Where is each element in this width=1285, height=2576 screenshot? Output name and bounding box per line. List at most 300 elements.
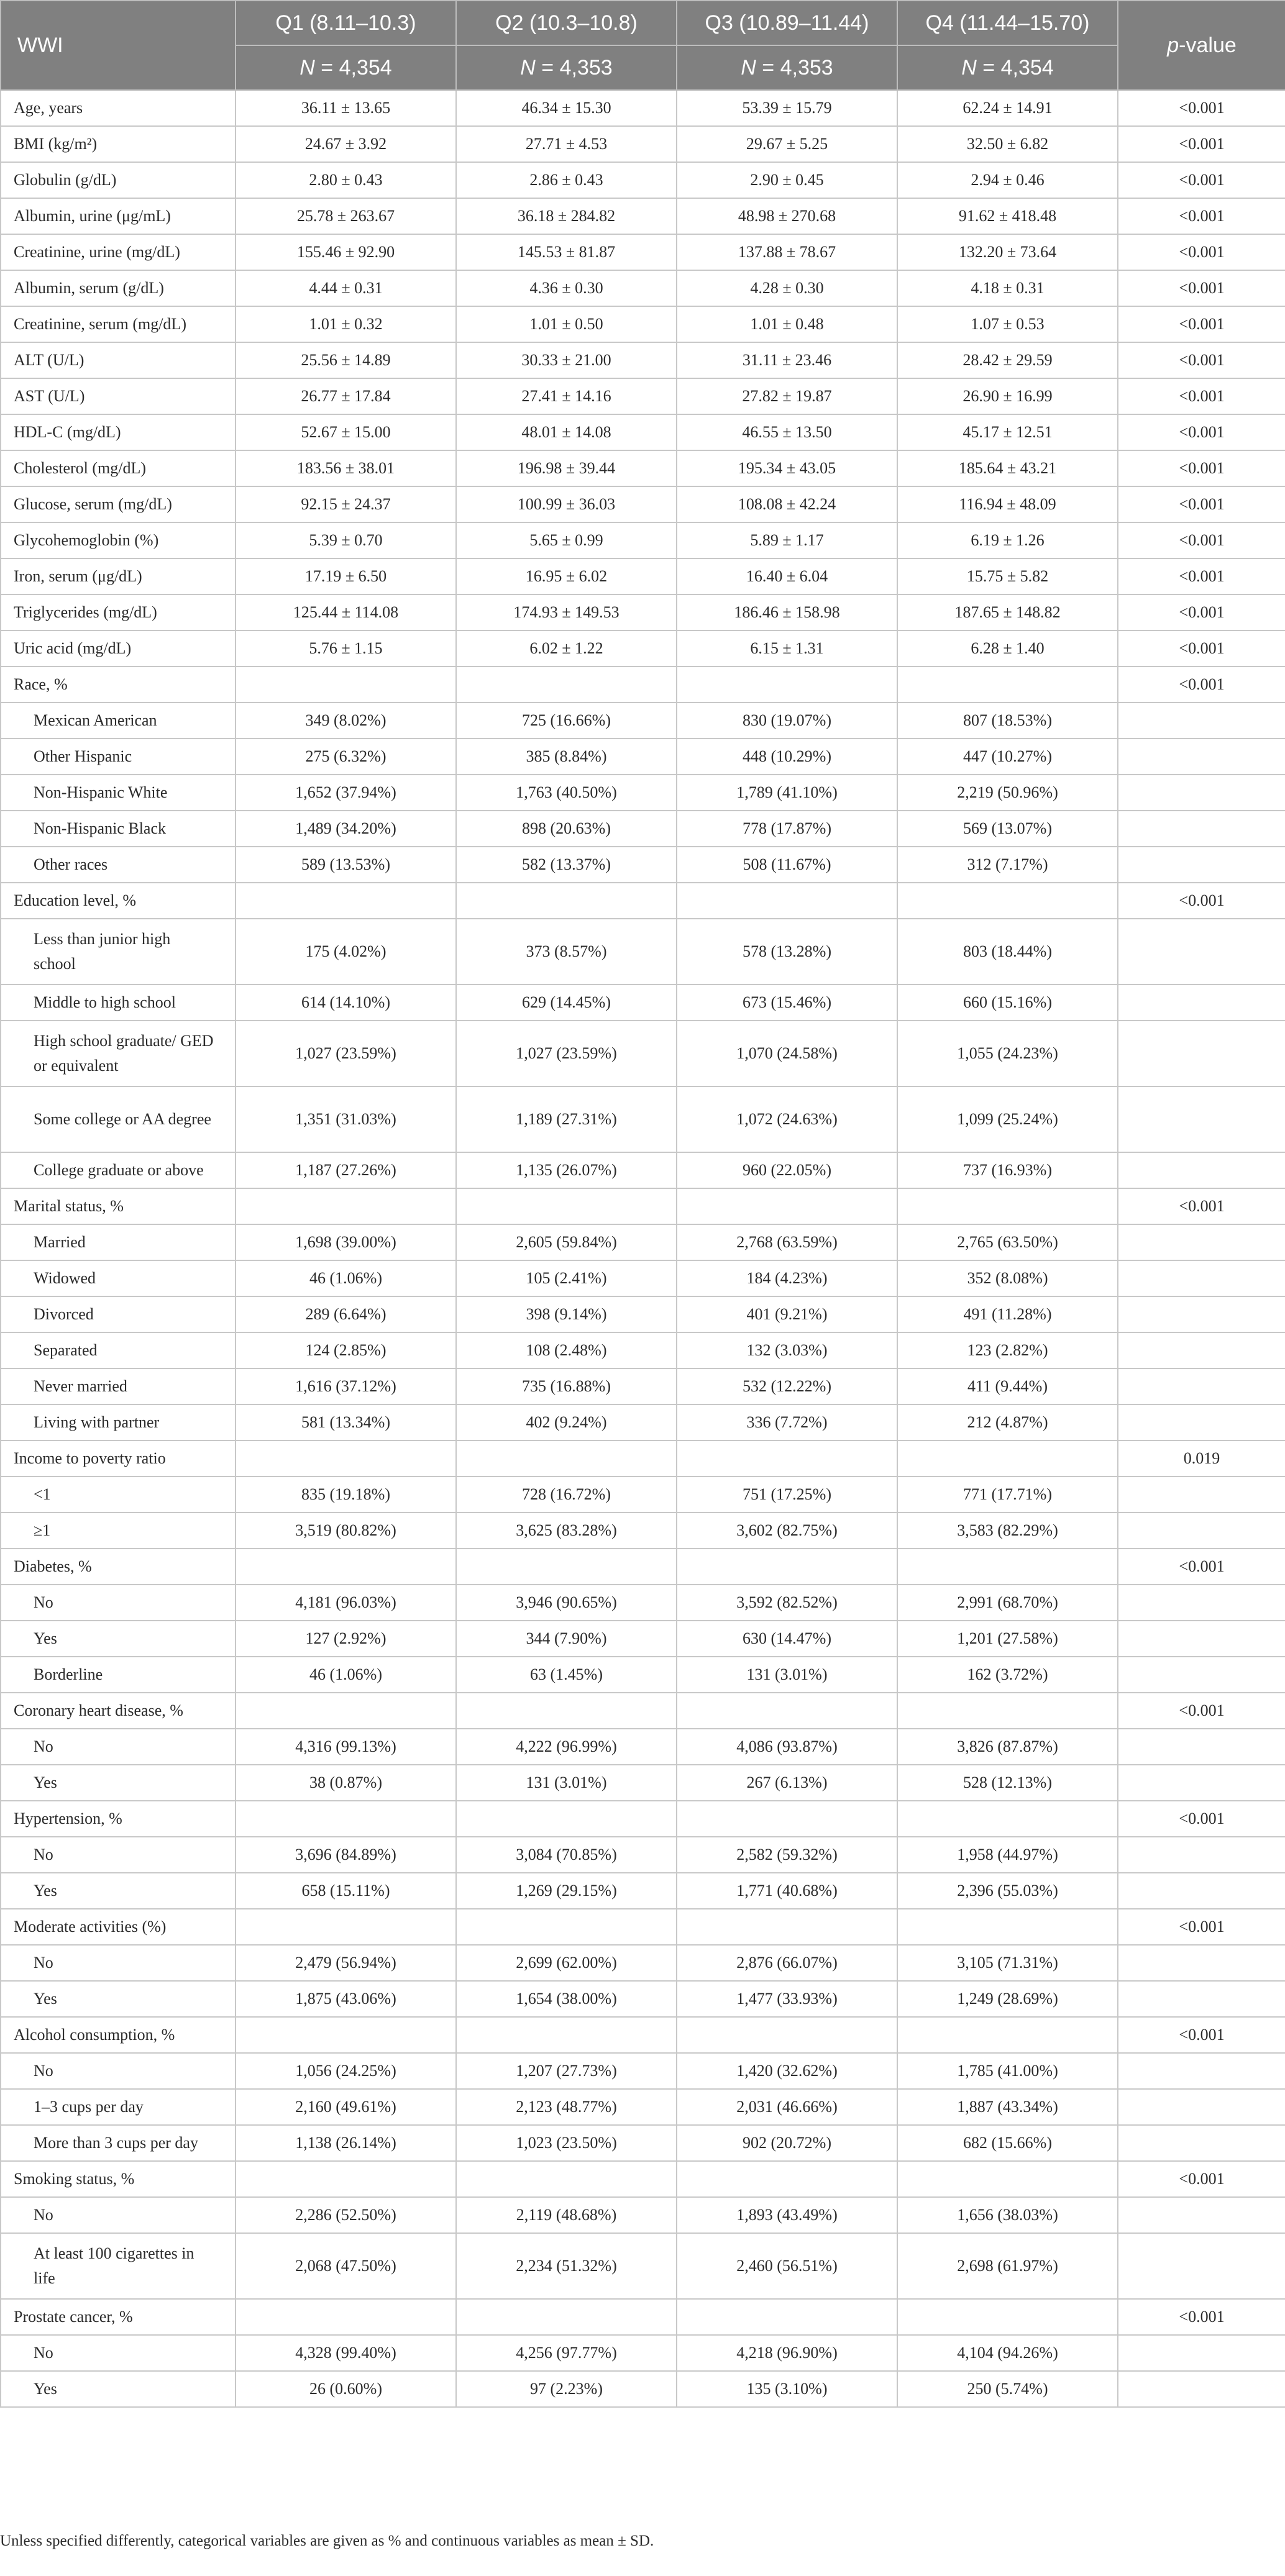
table-row <box>1 306 1285 342</box>
cell-p-value <box>1118 1260 1285 1296</box>
table-row <box>1 1549 1285 1585</box>
cell-q1: 2,479 (56.94%) <box>236 1945 456 1981</box>
cell-q3: 1.01 ± 0.48 <box>677 306 897 342</box>
cell-q4: 447 (10.27%) <box>897 739 1118 775</box>
cell-q4: 187.65 ± 148.82 <box>897 594 1118 630</box>
cell-q4: 1,656 (38.03%) <box>897 2197 1118 2233</box>
cell-q4 <box>897 2017 1118 2053</box>
table-row <box>1 1909 1285 1945</box>
cell-q1 <box>236 1693 456 1729</box>
cell-p-value <box>1118 811 1285 847</box>
table-row <box>1 2371 1285 2407</box>
row-label: Alcohol consumption, % <box>1 2017 236 2053</box>
row-sublabel: <1 <box>1 1477 236 1513</box>
cell-q2: 1,189 (27.31%) <box>456 1086 677 1152</box>
header-n-q1: N = 4,354 <box>236 45 456 90</box>
row-sublabel: Yes <box>1 1981 236 2017</box>
cell-p-value: <0.001 <box>1118 378 1285 414</box>
table-row <box>1 667 1285 703</box>
cell-q3: 16.40 ± 6.04 <box>677 558 897 594</box>
header-q2: Q2 (10.3–10.8) <box>456 1 677 45</box>
cell-q3 <box>677 1909 897 1945</box>
cell-p-value <box>1118 2371 1285 2407</box>
cell-q2: 100.99 ± 36.03 <box>456 486 677 522</box>
cell-q1: 2,160 (49.61%) <box>236 2089 456 2125</box>
row-label: Iron, serum (μg/dL) <box>1 558 236 594</box>
cell-q2: 196.98 ± 39.44 <box>456 450 677 486</box>
table-row <box>1 486 1285 522</box>
table-row <box>1 1332 1285 1368</box>
table-row <box>1 1621 1285 1657</box>
cell-q3: 1,477 (33.93%) <box>677 1981 897 2017</box>
cell-q1: 52.67 ± 15.00 <box>236 414 456 450</box>
cell-q4: 91.62 ± 418.48 <box>897 198 1118 234</box>
row-sublabel: No <box>1 2053 236 2089</box>
row-label: Income to poverty ratio <box>1 1440 236 1477</box>
cell-q1 <box>236 1801 456 1837</box>
cell-q1: 1,351 (31.03%) <box>236 1086 456 1152</box>
cell-q4: 528 (12.13%) <box>897 1765 1118 1801</box>
cell-q3: 31.11 ± 23.46 <box>677 342 897 378</box>
cell-q2: 4,256 (97.77%) <box>456 2335 677 2371</box>
cell-q4 <box>897 2299 1118 2335</box>
table-row <box>1 1224 1285 1260</box>
cell-q2: 6.02 ± 1.22 <box>456 630 677 667</box>
cell-q2: 3,084 (70.85%) <box>456 1837 677 1873</box>
cell-q1: 4,328 (99.40%) <box>236 2335 456 2371</box>
row-sublabel: High school graduate/ GED or equivalent <box>1 1021 236 1086</box>
cell-q3: 4.28 ± 0.30 <box>677 270 897 306</box>
table-row <box>1 1086 1285 1152</box>
cell-q4: 4.18 ± 0.31 <box>897 270 1118 306</box>
row-sublabel: Mexican American <box>1 703 236 739</box>
cell-q3: 27.82 ± 19.87 <box>677 378 897 414</box>
row-sublabel: Non-Hispanic White <box>1 775 236 811</box>
cell-q4: 123 (2.82%) <box>897 1332 1118 1368</box>
cell-q2: 36.18 ± 284.82 <box>456 198 677 234</box>
row-sublabel: Some college or AA degree <box>1 1086 236 1152</box>
table-row <box>1 450 1285 486</box>
table-row <box>1 126 1285 162</box>
cell-q1 <box>236 667 456 703</box>
cell-q2: 1,027 (23.59%) <box>456 1021 677 1086</box>
cell-p-value: <0.001 <box>1118 306 1285 342</box>
cell-p-value <box>1118 1765 1285 1801</box>
table-row <box>1 1152 1285 1188</box>
row-label: Prostate cancer, % <box>1 2299 236 2335</box>
cell-q2 <box>456 2161 677 2197</box>
cell-p-value <box>1118 1729 1285 1765</box>
row-sublabel: Separated <box>1 1332 236 1368</box>
cell-p-value <box>1118 703 1285 739</box>
table-row <box>1 630 1285 667</box>
cell-q4: 132.20 ± 73.64 <box>897 234 1118 270</box>
row-sublabel: Other races <box>1 847 236 883</box>
cell-q2: 97 (2.23%) <box>456 2371 677 2407</box>
cell-p-value: <0.001 <box>1118 234 1285 270</box>
cell-q1: 38 (0.87%) <box>236 1765 456 1801</box>
n-label: N <box>300 55 315 80</box>
table-row <box>1 594 1285 630</box>
cell-q2 <box>456 2299 677 2335</box>
row-sublabel: Living with partner <box>1 1404 236 1440</box>
cell-q2: 735 (16.88%) <box>456 1368 677 1404</box>
cell-q3: 6.15 ± 1.31 <box>677 630 897 667</box>
cell-q3: 267 (6.13%) <box>677 1765 897 1801</box>
cell-q2: 4.36 ± 0.30 <box>456 270 677 306</box>
row-label: Albumin, serum (g/dL) <box>1 270 236 306</box>
cell-q1: 349 (8.02%) <box>236 703 456 739</box>
cell-q1 <box>236 1549 456 1585</box>
table-row <box>1 2053 1285 2089</box>
table-row <box>1 1021 1285 1086</box>
cell-q2: 46.34 ± 15.30 <box>456 90 677 126</box>
cell-p-value: <0.001 <box>1118 2161 1285 2197</box>
cell-q2: 3,946 (90.65%) <box>456 1585 677 1621</box>
table-row <box>1 811 1285 847</box>
cell-p-value <box>1118 847 1285 883</box>
row-sublabel: No <box>1 1729 236 1765</box>
cell-q4 <box>897 1693 1118 1729</box>
cell-q1: 26 (0.60%) <box>236 2371 456 2407</box>
cell-q4 <box>897 1188 1118 1224</box>
n-value: 4,354 <box>1000 55 1054 80</box>
table-row <box>1 1873 1285 1909</box>
cell-q2: 1,207 (27.73%) <box>456 2053 677 2089</box>
cell-q1: 1,616 (37.12%) <box>236 1368 456 1404</box>
cell-q1: 25.56 ± 14.89 <box>236 342 456 378</box>
cell-q4 <box>897 2161 1118 2197</box>
table-row <box>1 2089 1285 2125</box>
cell-q1: 25.78 ± 263.67 <box>236 198 456 234</box>
cell-q3: 131 (3.01%) <box>677 1657 897 1693</box>
cell-q2: 2,119 (48.68%) <box>456 2197 677 2233</box>
cell-q3: 137.88 ± 78.67 <box>677 234 897 270</box>
cell-q1: 4,316 (99.13%) <box>236 1729 456 1765</box>
cell-q3: 673 (15.46%) <box>677 985 897 1021</box>
cell-q1: 589 (13.53%) <box>236 847 456 883</box>
cell-q3: 184 (4.23%) <box>677 1260 897 1296</box>
cell-p-value <box>1118 1021 1285 1086</box>
cell-q4 <box>897 883 1118 919</box>
header-q3: Q3 (10.89–11.44) <box>677 1 897 45</box>
cell-q1: 3,696 (84.89%) <box>236 1837 456 1873</box>
cell-p-value: 0.019 <box>1118 1440 1285 1477</box>
cell-q2: 398 (9.14%) <box>456 1296 677 1332</box>
cell-q4: 62.24 ± 14.91 <box>897 90 1118 126</box>
n-label: N <box>961 55 977 80</box>
table-row <box>1 1801 1285 1837</box>
row-sublabel: Other Hispanic <box>1 739 236 775</box>
row-label: ALT (U/L) <box>1 342 236 378</box>
table-row <box>1 1945 1285 1981</box>
cell-p-value: <0.001 <box>1118 1188 1285 1224</box>
row-sublabel: More than 3 cups per day <box>1 2125 236 2161</box>
cell-q2 <box>456 1549 677 1585</box>
cell-q1: 3,519 (80.82%) <box>236 1513 456 1549</box>
n-value: 4,354 <box>339 55 392 80</box>
row-label: Moderate activities (%) <box>1 1909 236 1945</box>
cell-q3: 830 (19.07%) <box>677 703 897 739</box>
cell-q3: 2,768 (63.59%) <box>677 1224 897 1260</box>
cell-q4: 411 (9.44%) <box>897 1368 1118 1404</box>
cell-q3: 630 (14.47%) <box>677 1621 897 1657</box>
cell-p-value <box>1118 985 1285 1021</box>
cell-q3: 1,420 (32.62%) <box>677 2053 897 2089</box>
cell-q3: 508 (11.67%) <box>677 847 897 883</box>
cell-q3: 5.89 ± 1.17 <box>677 522 897 558</box>
cell-q1: 1.01 ± 0.32 <box>236 306 456 342</box>
row-sublabel: Married <box>1 1224 236 1260</box>
cell-q1: 26.77 ± 17.84 <box>236 378 456 414</box>
cell-q4: 28.42 ± 29.59 <box>897 342 1118 378</box>
cell-p-value <box>1118 1945 1285 1981</box>
cell-q4 <box>897 1909 1118 1945</box>
table-row <box>1 90 1285 126</box>
row-sublabel: Widowed <box>1 1260 236 1296</box>
cell-q1: 1,187 (27.26%) <box>236 1152 456 1188</box>
row-label: Diabetes, % <box>1 1549 236 1585</box>
cell-q3: 751 (17.25%) <box>677 1477 897 1513</box>
cell-q4: 45.17 ± 12.51 <box>897 414 1118 450</box>
row-label: Education level, % <box>1 883 236 919</box>
cell-q4: 807 (18.53%) <box>897 703 1118 739</box>
table-row <box>1 1368 1285 1404</box>
cell-q1: 92.15 ± 24.37 <box>236 486 456 522</box>
cell-q3: 2,460 (56.51%) <box>677 2233 897 2299</box>
cell-p-value <box>1118 2233 1285 2299</box>
cell-q4: 26.90 ± 16.99 <box>897 378 1118 414</box>
cell-p-value: <0.001 <box>1118 1693 1285 1729</box>
cell-q1: 275 (6.32%) <box>236 739 456 775</box>
table-row <box>1 1260 1285 1296</box>
row-sublabel: No <box>1 2197 236 2233</box>
cell-p-value <box>1118 1873 1285 1909</box>
cell-q4: 2.94 ± 0.46 <box>897 162 1118 198</box>
cell-q3: 1,771 (40.68%) <box>677 1873 897 1909</box>
cell-q3: 186.46 ± 158.98 <box>677 594 897 630</box>
cell-q3 <box>677 1440 897 1477</box>
cell-q1 <box>236 2017 456 2053</box>
cell-q3 <box>677 2299 897 2335</box>
cell-q2: 105 (2.41%) <box>456 1260 677 1296</box>
cell-q1: 1,138 (26.14%) <box>236 2125 456 2161</box>
cell-q1: 155.46 ± 92.90 <box>236 234 456 270</box>
n-label: N <box>520 55 536 80</box>
cell-p-value <box>1118 919 1285 985</box>
cell-p-value: <0.001 <box>1118 594 1285 630</box>
cell-q2 <box>456 1440 677 1477</box>
table-header <box>1 1 1285 90</box>
cell-q1: 289 (6.64%) <box>236 1296 456 1332</box>
cell-q2: 582 (13.37%) <box>456 847 677 883</box>
cell-p-value: <0.001 <box>1118 1549 1285 1585</box>
row-label: BMI (kg/m²) <box>1 126 236 162</box>
header-n-q4: N = 4,354 <box>897 45 1118 90</box>
cell-q1: 183.56 ± 38.01 <box>236 450 456 486</box>
cell-q4 <box>897 1549 1118 1585</box>
header-row-groups <box>1 1 1285 45</box>
row-label: Marital status, % <box>1 1188 236 1224</box>
header-q1: Q1 (8.11–10.3) <box>236 1 456 45</box>
cell-q4 <box>897 1801 1118 1837</box>
cell-q2: 1,135 (26.07%) <box>456 1152 677 1188</box>
cell-p-value: <0.001 <box>1118 342 1285 378</box>
cell-p-value: <0.001 <box>1118 162 1285 198</box>
cell-q2: 1,269 (29.15%) <box>456 1873 677 1909</box>
row-label: Race, % <box>1 667 236 703</box>
cell-q1: 4.44 ± 0.31 <box>236 270 456 306</box>
cell-q2: 63 (1.45%) <box>456 1657 677 1693</box>
cell-q2: 1,654 (38.00%) <box>456 1981 677 2017</box>
cell-q2 <box>456 2017 677 2053</box>
table-row <box>1 378 1285 414</box>
cell-p-value <box>1118 1657 1285 1693</box>
table-row <box>1 522 1285 558</box>
cell-q2: 344 (7.90%) <box>456 1621 677 1657</box>
cell-p-value: <0.001 <box>1118 1909 1285 1945</box>
cell-q1: 5.76 ± 1.15 <box>236 630 456 667</box>
cell-q1: 124 (2.85%) <box>236 1332 456 1368</box>
cell-q4: 1,887 (43.34%) <box>897 2089 1118 2125</box>
header-q4: Q4 (11.44–15.70) <box>897 1 1118 45</box>
cell-q2: 402 (9.24%) <box>456 1404 677 1440</box>
cell-q1: 5.39 ± 0.70 <box>236 522 456 558</box>
cell-p-value <box>1118 1224 1285 1260</box>
cell-p-value: <0.001 <box>1118 126 1285 162</box>
cell-q4: 2,698 (61.97%) <box>897 2233 1118 2299</box>
cell-q3: 4,218 (96.90%) <box>677 2335 897 2371</box>
cell-q4: 2,219 (50.96%) <box>897 775 1118 811</box>
table-body <box>1 90 1285 2407</box>
table-row <box>1 847 1285 883</box>
table-row <box>1 1693 1285 1729</box>
cell-q1 <box>236 1909 456 1945</box>
cell-p-value <box>1118 1332 1285 1368</box>
cell-q1 <box>236 2299 456 2335</box>
cell-p-value: <0.001 <box>1118 90 1285 126</box>
cell-q3: 108.08 ± 42.24 <box>677 486 897 522</box>
row-sublabel: Yes <box>1 1873 236 1909</box>
table-row <box>1 234 1285 270</box>
cell-q1 <box>236 883 456 919</box>
table-row <box>1 883 1285 919</box>
cell-q2: 5.65 ± 0.99 <box>456 522 677 558</box>
cell-q2: 728 (16.72%) <box>456 1477 677 1513</box>
row-sublabel: 1–3 cups per day <box>1 2089 236 2125</box>
row-sublabel: Divorced <box>1 1296 236 1332</box>
cell-p-value <box>1118 1296 1285 1332</box>
cell-q1: 46 (1.06%) <box>236 1657 456 1693</box>
cell-q4: 1,099 (25.24%) <box>897 1086 1118 1152</box>
cell-q1: 1,489 (34.20%) <box>236 811 456 847</box>
table-row <box>1 1585 1285 1621</box>
cell-q3 <box>677 883 897 919</box>
cell-q4: 1.07 ± 0.53 <box>897 306 1118 342</box>
table-row <box>1 1440 1285 1477</box>
cell-q1: 2,068 (47.50%) <box>236 2233 456 2299</box>
row-label: Creatinine, serum (mg/dL) <box>1 306 236 342</box>
n-value: 4,353 <box>780 55 833 80</box>
table-row <box>1 1981 1285 2017</box>
cell-q4: 2,765 (63.50%) <box>897 1224 1118 1260</box>
cell-q1: 581 (13.34%) <box>236 1404 456 1440</box>
cell-q3: 48.98 ± 270.68 <box>677 198 897 234</box>
cell-p-value <box>1118 1477 1285 1513</box>
cell-q4: 803 (18.44%) <box>897 919 1118 985</box>
cell-q4: 250 (5.74%) <box>897 2371 1118 2407</box>
row-label: Glucose, serum (mg/dL) <box>1 486 236 522</box>
table-row <box>1 1657 1285 1693</box>
cell-q3 <box>677 2017 897 2053</box>
cell-p-value <box>1118 2335 1285 2371</box>
row-label: Creatinine, urine (mg/dL) <box>1 234 236 270</box>
table-row <box>1 739 1285 775</box>
table-row <box>1 775 1285 811</box>
cell-q2: 131 (3.01%) <box>456 1765 677 1801</box>
row-sublabel: Yes <box>1 2371 236 2407</box>
cell-q3: 902 (20.72%) <box>677 2125 897 2161</box>
cell-q3: 4,086 (93.87%) <box>677 1729 897 1765</box>
row-label: Coronary heart disease, % <box>1 1693 236 1729</box>
table-row <box>1 985 1285 1021</box>
cell-q1: 24.67 ± 3.92 <box>236 126 456 162</box>
row-sublabel: Middle to high school <box>1 985 236 1021</box>
row-sublabel: No <box>1 1945 236 1981</box>
cell-q2: 48.01 ± 14.08 <box>456 414 677 450</box>
cell-q2: 2,605 (59.84%) <box>456 1224 677 1260</box>
cell-q4 <box>897 667 1118 703</box>
table-row <box>1 919 1285 985</box>
cell-q1: 46 (1.06%) <box>236 1260 456 1296</box>
cell-q1: 1,027 (23.59%) <box>236 1021 456 1086</box>
row-label: Age, years <box>1 90 236 126</box>
cell-q3 <box>677 1801 897 1837</box>
row-sublabel: ≥1 <box>1 1513 236 1549</box>
table-row <box>1 1404 1285 1440</box>
cell-p-value <box>1118 1086 1285 1152</box>
header-wwi: WWI <box>1 1 236 90</box>
cell-q4: 6.19 ± 1.26 <box>897 522 1118 558</box>
cell-q2: 30.33 ± 21.00 <box>456 342 677 378</box>
n-value: 4,353 <box>559 55 613 80</box>
row-sublabel: Yes <box>1 1765 236 1801</box>
cell-q1: 1,875 (43.06%) <box>236 1981 456 2017</box>
cell-q2: 108 (2.48%) <box>456 1332 677 1368</box>
cell-q4: 312 (7.17%) <box>897 847 1118 883</box>
header-n-q3: N = 4,353 <box>677 45 897 90</box>
cell-q4: 737 (16.93%) <box>897 1152 1118 1188</box>
cell-p-value <box>1118 1981 1285 2017</box>
cell-q2: 27.71 ± 4.53 <box>456 126 677 162</box>
cell-q3 <box>677 667 897 703</box>
cell-q4: 32.50 ± 6.82 <box>897 126 1118 162</box>
row-label: Uric acid (mg/dL) <box>1 630 236 667</box>
row-sublabel: College graduate or above <box>1 1152 236 1188</box>
cell-q4: 6.28 ± 1.40 <box>897 630 1118 667</box>
cell-p-value <box>1118 1404 1285 1440</box>
cell-q3: 960 (22.05%) <box>677 1152 897 1188</box>
cell-q2: 174.93 ± 149.53 <box>456 594 677 630</box>
row-label: HDL-C (mg/dL) <box>1 414 236 450</box>
table-row <box>1 198 1285 234</box>
cell-p-value: <0.001 <box>1118 486 1285 522</box>
cell-p-value <box>1118 739 1285 775</box>
cell-q3: 532 (12.22%) <box>677 1368 897 1404</box>
cell-q3: 3,592 (82.52%) <box>677 1585 897 1621</box>
table-row <box>1 1729 1285 1765</box>
cell-q3: 46.55 ± 13.50 <box>677 414 897 450</box>
